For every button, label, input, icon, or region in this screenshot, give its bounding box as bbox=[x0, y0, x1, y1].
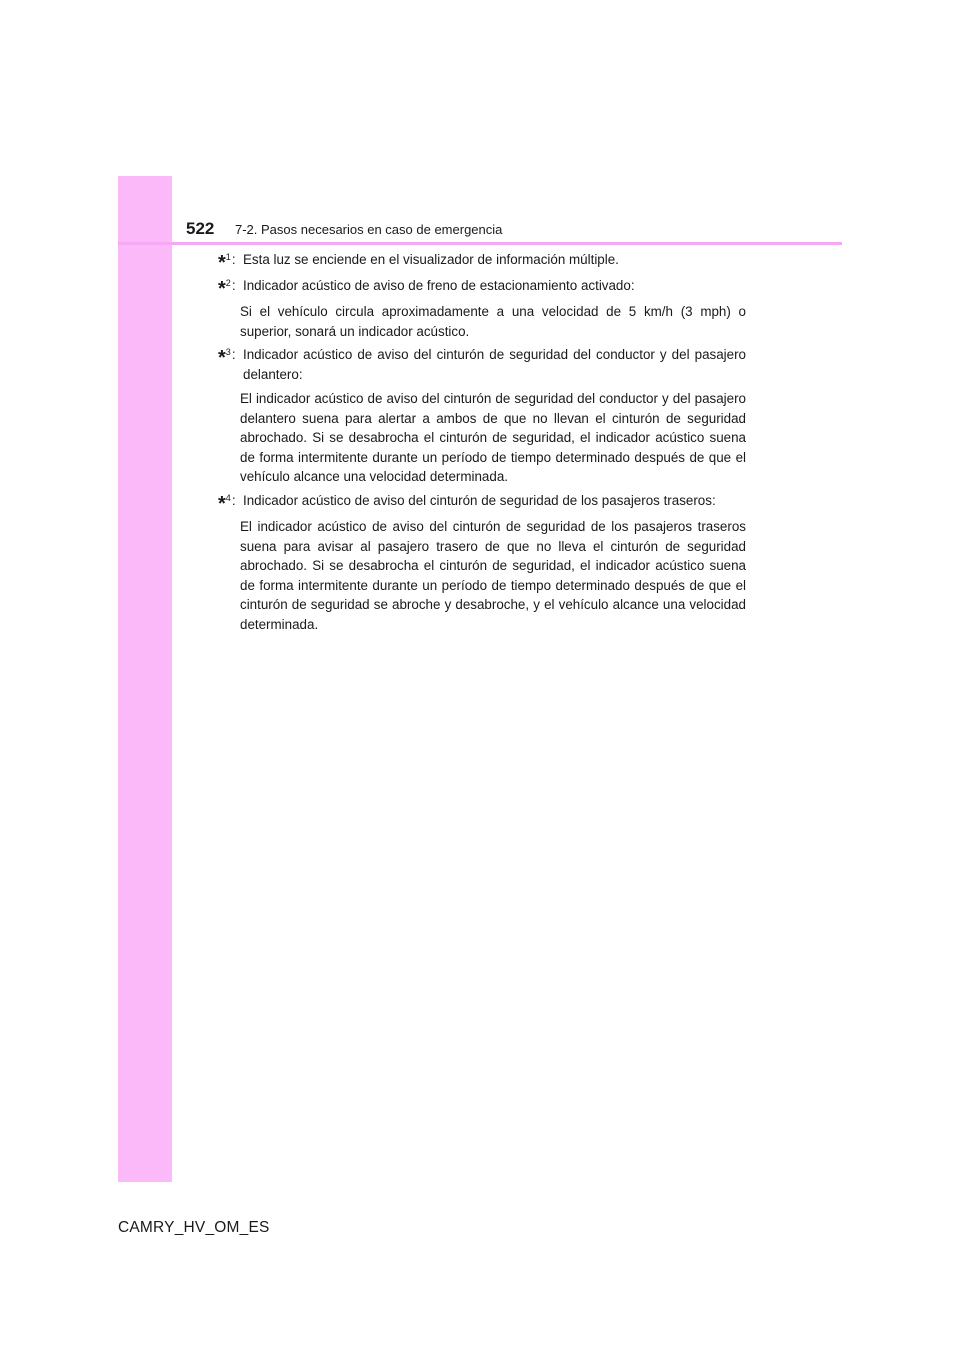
footnote-marker: *$^1$: bbox=[218, 252, 236, 274]
note-title: Indicador acústico de aviso de freno de estacionamiento activado: bbox=[243, 277, 635, 293]
header-divider bbox=[118, 242, 842, 245]
note-2 bbox=[218, 276, 746, 342]
footnote-marker: *$^2$: bbox=[218, 277, 236, 300]
note-title: Esta luz se enciende en el visualizador de información múltiple. bbox=[243, 252, 619, 267]
side-tab-bar bbox=[118, 176, 172, 1182]
asterisk-icon: * bbox=[218, 277, 226, 300]
asterisk-icon: * bbox=[218, 252, 226, 274]
document-code: CAMRY_HV_OM_ES bbox=[118, 1219, 270, 1236]
note-body: El indicador acústico de aviso del cinturón de seguridad de los pasajeros traseros suena para avisar al pasajero trasero de que no lleva el cinturón de seguridad abrochado. Si se desabrocha el cinturón de seguridad, el indicador acústico suena de forma intermitente durante un período de tiempo determinado después de que el cinturón de seguridad se abroche y desabroche, y el vehículo alcance una velocidad determinada. bbox=[240, 519, 746, 632]
notes-list bbox=[218, 250, 746, 638]
note-body: Si el vehículo circula aproximadamente a una velocidad de 5 km/h (3 mph) o superior, sonará un indicador acústico. bbox=[240, 304, 746, 339]
footnote-marker: *$^3$: bbox=[218, 347, 236, 369]
note-1 bbox=[218, 250, 746, 272]
note-title: Indicador acústico de aviso del cinturón de seguridad de los pasajeros traseros: bbox=[243, 492, 716, 508]
asterisk-icon: * bbox=[218, 492, 226, 515]
section-title: 7-2. Pasos necesarios en caso de emergencia bbox=[235, 222, 503, 237]
page-number: 522 bbox=[186, 219, 215, 238]
footnote-marker: *$^4$: bbox=[218, 492, 236, 515]
note-3 bbox=[218, 345, 746, 487]
note-4 bbox=[218, 491, 746, 635]
note-body: El indicador acústico de aviso del cinturón de seguridad del conductor y del pasajero delantero suena para alertar a ambos de que no llevan el cinturón de seguridad abrochado. Si se desabrocha el cinturón de seguridad, el indicador acústico suena de forma intermitente durante un período de tiempo determinado después de que el vehículo alcance una velocidad determinada. bbox=[240, 391, 746, 484]
note-title: Indicador acústico de aviso del cinturón de seguridad del conductor y del pasajero delantero: bbox=[243, 347, 746, 382]
asterisk-icon: * bbox=[218, 347, 226, 369]
